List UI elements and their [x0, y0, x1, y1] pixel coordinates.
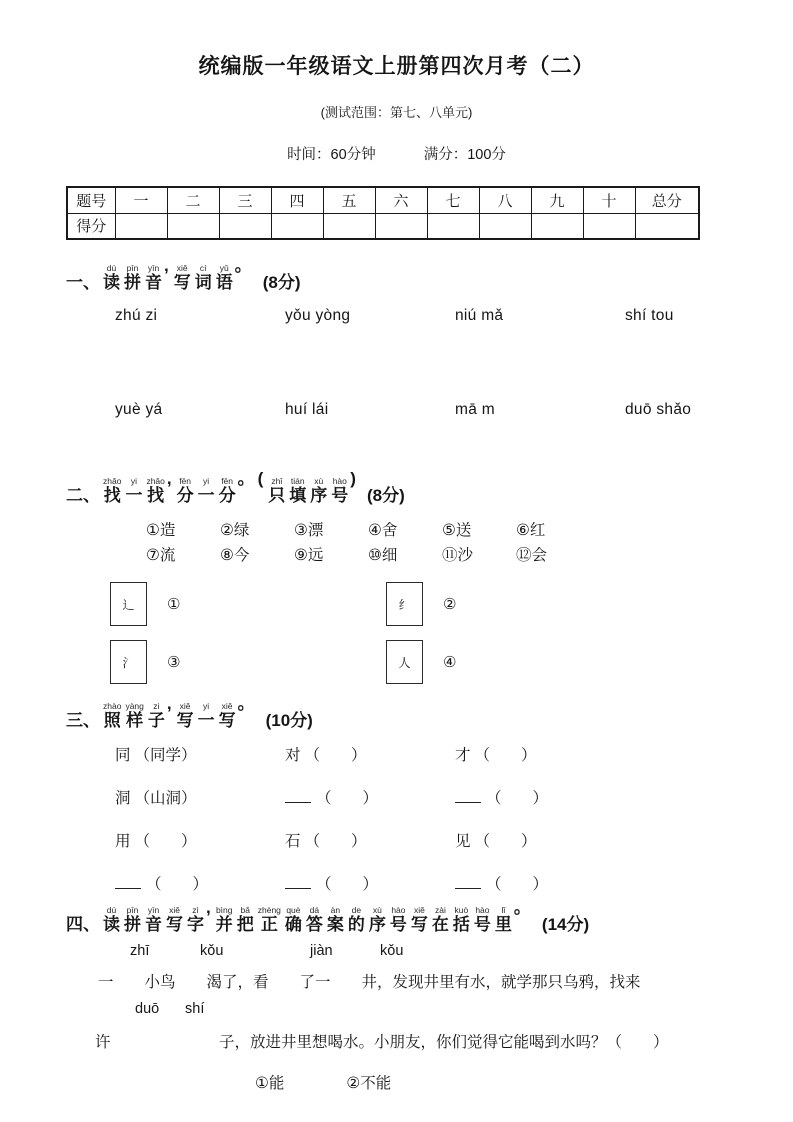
heading-punct: 。 [513, 898, 531, 917]
score-row-label: 得分 [67, 213, 115, 239]
ruby-char: zhèng 正 [257, 905, 281, 934]
ruby-char: xiě 写 [173, 263, 191, 292]
heading-punct: ( [257, 469, 264, 488]
numbered-character: ⑩细 [368, 547, 398, 564]
heading-punct: , [166, 469, 172, 488]
numbered-character: ④舍 [368, 522, 398, 539]
ruby-char: zi 子 [147, 701, 165, 730]
heading-punct: 。 [234, 256, 252, 275]
example-char: 石 [285, 833, 301, 850]
answer-parens: （ ） [304, 833, 367, 850]
ruby-char: fēn 分 [176, 476, 194, 505]
group-number: ① [167, 596, 181, 613]
ruby-char: yàng 样 [125, 701, 144, 730]
radical-box: 人 [386, 640, 423, 684]
pinyin-word: shí tou [625, 307, 674, 324]
section-number: 二、 [66, 486, 100, 505]
numbered-character: ⑦流 [146, 547, 176, 564]
score-cell [531, 213, 583, 239]
ruby-char: yīn 音 [145, 905, 162, 934]
ruby-char: hào 号 [331, 476, 349, 505]
ruby-char: fēn 分 [218, 476, 236, 505]
ruby-char: yi 一 [125, 476, 143, 505]
pinyin-hint: kǒu [200, 943, 224, 959]
word-pair-cell [285, 872, 455, 898]
answer-parens: （ ） [486, 790, 549, 807]
pinyin-hint: shí [185, 1001, 205, 1017]
answer-parens: （ ） [486, 876, 549, 893]
group-number: ④ [443, 654, 457, 671]
ruby-char: zhǎo 找 [146, 476, 165, 505]
score-cell [583, 213, 635, 239]
pinyin-word: niú mǎ [455, 307, 504, 324]
radical-group [386, 582, 476, 626]
section-3 [0, 694, 793, 898]
full-score-info: 满分：100分 [423, 147, 506, 163]
test-scope-subtitle: (测试范围：第七、八单元) [320, 105, 473, 120]
word-pair-cell [115, 872, 285, 898]
pinyin-hint: duō [135, 1001, 160, 1017]
ruby-char: hào 号 [473, 905, 491, 934]
pinyin-word: duō shǎo [625, 401, 692, 418]
ruby-char: pīn 拼 [124, 905, 141, 934]
score-row [67, 213, 699, 239]
answer-parens: （ ） [474, 833, 537, 850]
section-score: (8分) [366, 486, 405, 505]
pinyin-hint: jiàn [310, 943, 333, 959]
answer-parens: （ ） [316, 790, 379, 807]
score-cell [167, 213, 219, 239]
question-number-cell: 一 [115, 187, 167, 213]
word-pair-cell [285, 786, 455, 812]
radical-box: 氵 [110, 640, 147, 684]
word-pair-cell [115, 743, 285, 769]
ruby-char: zhǐ 只 [268, 476, 286, 505]
section-3-heading [66, 694, 793, 731]
score-cell [479, 213, 531, 239]
score-cell [323, 213, 375, 239]
numbered-character: ⑨远 [294, 547, 324, 564]
pinyin-words-row-2 [115, 401, 793, 419]
example-char: 见 [455, 833, 471, 850]
ruby-char: pīn 拼 [124, 263, 141, 292]
answer-parens: （ ） [316, 876, 379, 893]
question-number-cell: 五 [323, 187, 375, 213]
question-number-cell: 七 [427, 187, 479, 213]
ruby-char: zì 字 [187, 905, 204, 934]
question-number-cell: 八 [479, 187, 531, 213]
ruby-char: xiě 写 [410, 905, 428, 934]
word-pair-cell [455, 829, 625, 855]
score-cell [219, 213, 271, 239]
word-pair-cell [455, 872, 625, 898]
word-pair-cell [285, 743, 455, 769]
ruby-char: yi 一 [197, 701, 215, 730]
example-char: 用 [115, 833, 131, 850]
section-2-heading [66, 469, 793, 506]
question-number-cell: 总分 [635, 187, 699, 213]
radical-box: 纟 [386, 582, 423, 626]
example-char: 对 [285, 747, 301, 764]
section-4-heading-text [101, 898, 534, 935]
ruby-char: cí 词 [194, 263, 212, 292]
heading-punct: 。 [237, 694, 255, 713]
question-number-cell: 九 [531, 187, 583, 213]
radical-box: 辶 [110, 582, 147, 626]
heading-punct: , [166, 694, 172, 713]
numbered-character: ①造 [146, 522, 176, 539]
score-cell [271, 213, 323, 239]
word-pair-cell [455, 786, 625, 812]
group-number: ③ [167, 654, 181, 671]
section-2 [0, 469, 793, 684]
numbered-character: ⑤送 [442, 522, 472, 539]
ruby-char: yǔ 语 [215, 263, 233, 292]
ruby-char: dú 读 [103, 263, 120, 292]
heading-punct: 。 [237, 469, 255, 488]
ruby-char: zhào 照 [103, 701, 122, 730]
answer-blank [285, 875, 311, 889]
section-1-heading [66, 256, 793, 293]
ruby-char: què 确 [284, 905, 302, 934]
ruby-char: dá 答 [305, 905, 323, 934]
numbered-character: ②绿 [220, 522, 250, 539]
word-pair-cell [455, 743, 625, 769]
radical-boxes-grid [110, 582, 793, 684]
radical-group [110, 640, 200, 684]
radical-group [386, 640, 476, 684]
writing-space [0, 325, 793, 387]
answer-parens: （同学） [134, 747, 197, 764]
numbered-character: ⑧今 [220, 547, 250, 564]
ruby-char: àn 案 [326, 905, 344, 934]
ruby-char: zhǎo 找 [103, 476, 122, 505]
section-number: 一、 [66, 273, 100, 292]
ruby-char: kuò 括 [452, 905, 470, 934]
score-cell [375, 213, 427, 239]
section-number: 三、 [66, 711, 100, 730]
ruby-char: dú 读 [103, 905, 120, 934]
answer-parens: （ ） [304, 747, 367, 764]
word-pairs-grid [115, 743, 793, 898]
answer-blank [115, 875, 141, 889]
pinyin-hints-line-2 [0, 1001, 793, 1017]
question-number-label: 题号 [67, 187, 115, 213]
numbered-character: ③漂 [294, 522, 324, 539]
answer-blank [455, 789, 481, 803]
section-4 [0, 898, 793, 1093]
numbered-character: ⑫会 [516, 547, 548, 564]
ruby-char: hào 号 [389, 905, 407, 934]
ruby-char: xù 序 [310, 476, 328, 505]
heading-punct: , [164, 256, 169, 275]
score-cell [115, 213, 167, 239]
ruby-char: xiě 写 [218, 701, 236, 730]
numbered-character: ⑪沙 [442, 547, 474, 564]
answer-option: ①能 [255, 1075, 285, 1092]
section-1 [0, 256, 793, 419]
word-pair-cell [285, 829, 455, 855]
question-number-cell: 六 [375, 187, 427, 213]
pinyin-word: zhú zi [115, 307, 158, 324]
answer-parens: （ ） [134, 833, 197, 850]
answer-option: ②不能 [346, 1075, 392, 1092]
pinyin-hint: kǒu [380, 943, 404, 959]
example-char: 才 [455, 747, 471, 764]
ruby-char: xiě 写 [176, 701, 194, 730]
question-number-row [67, 187, 699, 213]
ruby-char: de 的 [347, 905, 365, 934]
group-number: ② [443, 596, 457, 613]
pinyin-hint: zhī [130, 943, 150, 959]
pinyin-word: mā m [455, 401, 495, 418]
numbered-character: ⑥红 [516, 522, 546, 539]
question-number-cell: 二 [167, 187, 219, 213]
heading-punct: , [206, 898, 211, 917]
ruby-char: bǎ 把 [236, 905, 254, 934]
ruby-char: lǐ 里 [494, 905, 512, 934]
question-number-cell: 四 [271, 187, 323, 213]
pinyin-word: huí lái [285, 401, 329, 418]
ruby-char: tián 填 [289, 476, 307, 505]
ruby-char: xiě 写 [166, 905, 183, 934]
section-2-heading-text [101, 469, 359, 506]
pinyin-words-row-1 [115, 307, 793, 325]
pinyin-word: yuè yá [115, 401, 163, 418]
section-score: (10分) [265, 711, 313, 730]
section-3-heading-text [101, 694, 258, 731]
page-title: 统编版一年级语文上册第四次月考（二） [198, 55, 595, 78]
section-score: (8分) [262, 273, 301, 292]
numbered-characters-row-1 [146, 518, 793, 543]
radical-group [110, 582, 200, 626]
score-cell [427, 213, 479, 239]
answer-parens: （山洞） [134, 790, 197, 807]
numbered-characters-row-2 [146, 543, 793, 568]
score-table [66, 186, 700, 240]
ruby-char: bìng 并 [215, 905, 233, 934]
question-number-cell: 十 [583, 187, 635, 213]
example-char: 同 [115, 747, 131, 764]
word-pair-cell [115, 786, 285, 812]
passage-line-1: 一 小鸟 渴了，看 了一 井，发现井里有水，就学那只乌鸦，找来 [98, 974, 641, 991]
ruby-char: xù 序 [368, 905, 386, 934]
answer-blank [285, 789, 311, 803]
score-cell [635, 213, 699, 239]
time-score-line [0, 143, 793, 164]
answer-parens: （ ） [146, 876, 209, 893]
pinyin-word: yǒu yòng [285, 307, 351, 324]
section-number: 四、 [66, 915, 100, 934]
pinyin-hints-line-1 [0, 943, 793, 959]
answer-blank [455, 875, 481, 889]
word-pair-cell [115, 829, 285, 855]
ruby-char: zài 在 [431, 905, 449, 934]
question-number-cell: 三 [219, 187, 271, 213]
heading-punct: ) [350, 469, 356, 488]
example-char: 洞 [115, 790, 131, 807]
answer-parens: （ ） [474, 747, 537, 764]
passage-line-2: 许 子，放进井里想喝水。小朋友，你们觉得它能喝到水吗？（ ） [95, 1034, 669, 1051]
section-4-heading [66, 898, 793, 935]
ruby-char: yīn 音 [145, 263, 162, 292]
section-score: (14分) [541, 915, 590, 934]
section-1-heading-text [101, 256, 255, 293]
ruby-char: yi 一 [197, 476, 215, 505]
time-info: 时间：60分钟 [287, 147, 376, 163]
answer-options [255, 1071, 793, 1093]
